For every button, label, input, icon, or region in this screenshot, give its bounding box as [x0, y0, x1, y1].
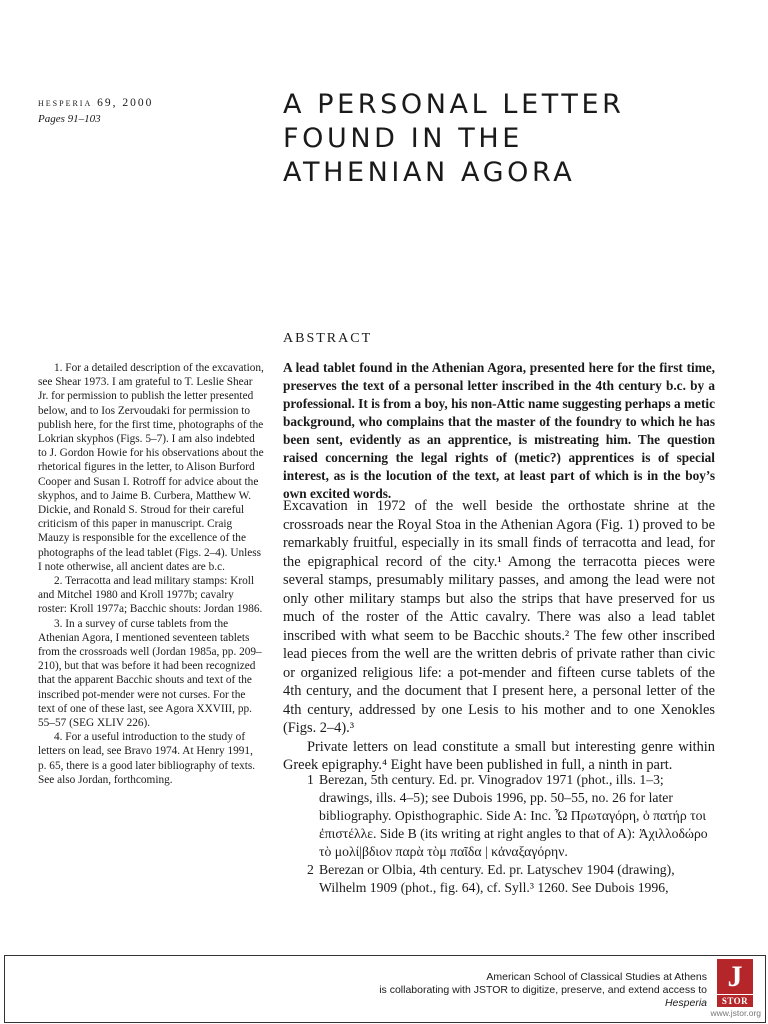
body-paragraph-1: Excavation in 1972 of the well beside the orthostate shrine at the crossroads near the Royal Stoa in the Athenian Agora (Fig. 1) proved to be remarkably fruitful, especially in its small finds of terracotta and lead, for the epigraphical record of the city.¹ Among the terracotta pieces were several stamps, presumably military passes, and among the lead were not only other military stamps but also the strips that have preserved for us much of the roster of the Attic cavalry. There was also a lead tablet inscribed with what seem to be Bacchic shouts.² The few other inscribed lead pieces from the well are the written debris of private rather than civic or organized religious life: a pot-mender and fifteen curse tablets of the 4th century, and the document that I present here, a personal letter of the 4th century, addressed by one Lesis to his mother and to one Xenokles (Figs. 2–4).³: [283, 498, 715, 736]
abstract: [283, 359, 715, 503]
footer-publisher: American School of Classical Studies at Athens: [486, 971, 707, 983]
footnote-4: 4. For a useful introduction to the study of letters on lead, see Bravo 1974. At Henry 1991, p. 65, there is a good later bibliography of texts. See also Jordan, forthcoming.: [38, 731, 256, 786]
footer-journal: Hesperia: [664, 997, 707, 1009]
title-line-2: FOUND IN THE: [283, 123, 523, 154]
jstor-logo[interactable]: [717, 959, 753, 1007]
catalogue-entry-2: [283, 861, 715, 897]
entry-text: Berezan or Olbia, 4th century. Ed. pr. Latyschev 1904 (drawing), Wilhelm 1909 (phot., fig. 64), cf. Syll.³ 1260. See Dubois 1996,: [319, 862, 675, 895]
catalogue-entry-1: [283, 771, 715, 861]
article-title: [283, 88, 624, 190]
abstract-heading: ABSTRACT: [283, 331, 373, 346]
body-paragraph-2: Private letters on lead constitute a small but interesting genre within Greek epigraphy.⁴ Eight have been published in full, a ninth in part.: [283, 738, 715, 773]
footnote-3: 3. In a survey of curse tablets from the Athenian Agora, I mentioned seventeen tablets from the crossroads well (Jordan 1985a, pp. 209–210), but that was before it had been recognized that the apparent Bacchic shouts and text of the inscribed pot-mender were not curses. For the text of one of these last, see Agora XXVIII, pp. 55–57 (SEG XLIV 226).: [38, 617, 262, 730]
title-line-1: A PERSONAL LETTER: [283, 89, 625, 120]
jstor-footer: [4, 955, 766, 1023]
footer-statement: is collaborating with JSTOR to digitize, preserve, and extend access to: [379, 984, 707, 996]
title-line-3: ATHENIAN AGORA: [283, 157, 576, 188]
page-range: Pages 91–103: [38, 113, 101, 125]
entry-number: 2: [307, 862, 314, 877]
footnote-2: 2. Terracotta and lead military stamps: Kroll and Mitchel 1980 and Kroll 1977b; cavalry roster: Kroll 1977a; Bacchic shouts: Jordan 1986.: [38, 575, 263, 616]
jstor-url-link[interactable]: www.jstor.org: [710, 1008, 761, 1018]
jstor-logo-text: STOR: [717, 994, 753, 1007]
abstract-text: A lead tablet found in the Athenian Agora, presented here for the first time, preserves the text of a personal letter inscribed in the 4th century b.c. by a professional. It is from a boy, his non-Attic name suggesting perhaps a metic background, who complains that the master of the foundry to which he has been sent, evidently as an apprentice, is mistreating him. The question raised concerning the legal rights of (metic?) apprentices is of special interest, as is the locution of the text, at least part of which is in the boy’s own excited words.: [283, 360, 715, 501]
article-body: [283, 497, 715, 775]
entry-text: Berezan, 5th century. Ed. pr. Vinogradov 1971 (phot., ills. 1–3; drawings, ills. 4–5); see Dubois 1996, pp. 50–55, no. 26 for later bibliography. Opisthographic. Side A: Inc. Ὦ Πρωταγόρη, ὁ πατήρ τοι ἐπιστέλλε. Side B (its writing at right angles to that of A): Ἀχιλλοδώρο τὸ μολί|βδιον παρὰ τὸμ παῖδα | κἀναξαγόρην.: [319, 772, 708, 859]
entry-number: 1: [307, 772, 314, 787]
journal-citation: hesperia 69, 2000: [38, 97, 154, 109]
footnote-1: 1. For a detailed description of the excavation, see Shear 1973. I am grateful to T. Leslie Shear Jr. for permission to publish the letter presented below, and to Ios Zervoudaki for permission to publish here, for the first time, photographs of the Lokrian skyphos (Figs. 5–7). I am also indebted to J. Gordon Howie for his observations about the rhetorical figures in the letter, to Alison Burford Cooper and Susan I. Rotroff for advice about the skyphos, and to Jaime B. Curbera, Matthew W. Dickie, and Ronald S. Stroud for their careful criticism of this paper in manuscript. Craig Mauzy is responsible for the excellence of the photographs of the lead tablet (Figs. 2–4). Unless I note otherwise, all ancient dates are b.c.: [38, 362, 264, 573]
jstor-logo-letter: J: [727, 960, 743, 993]
footnotes-column: [38, 361, 264, 787]
letter-catalogue: [283, 771, 715, 897]
